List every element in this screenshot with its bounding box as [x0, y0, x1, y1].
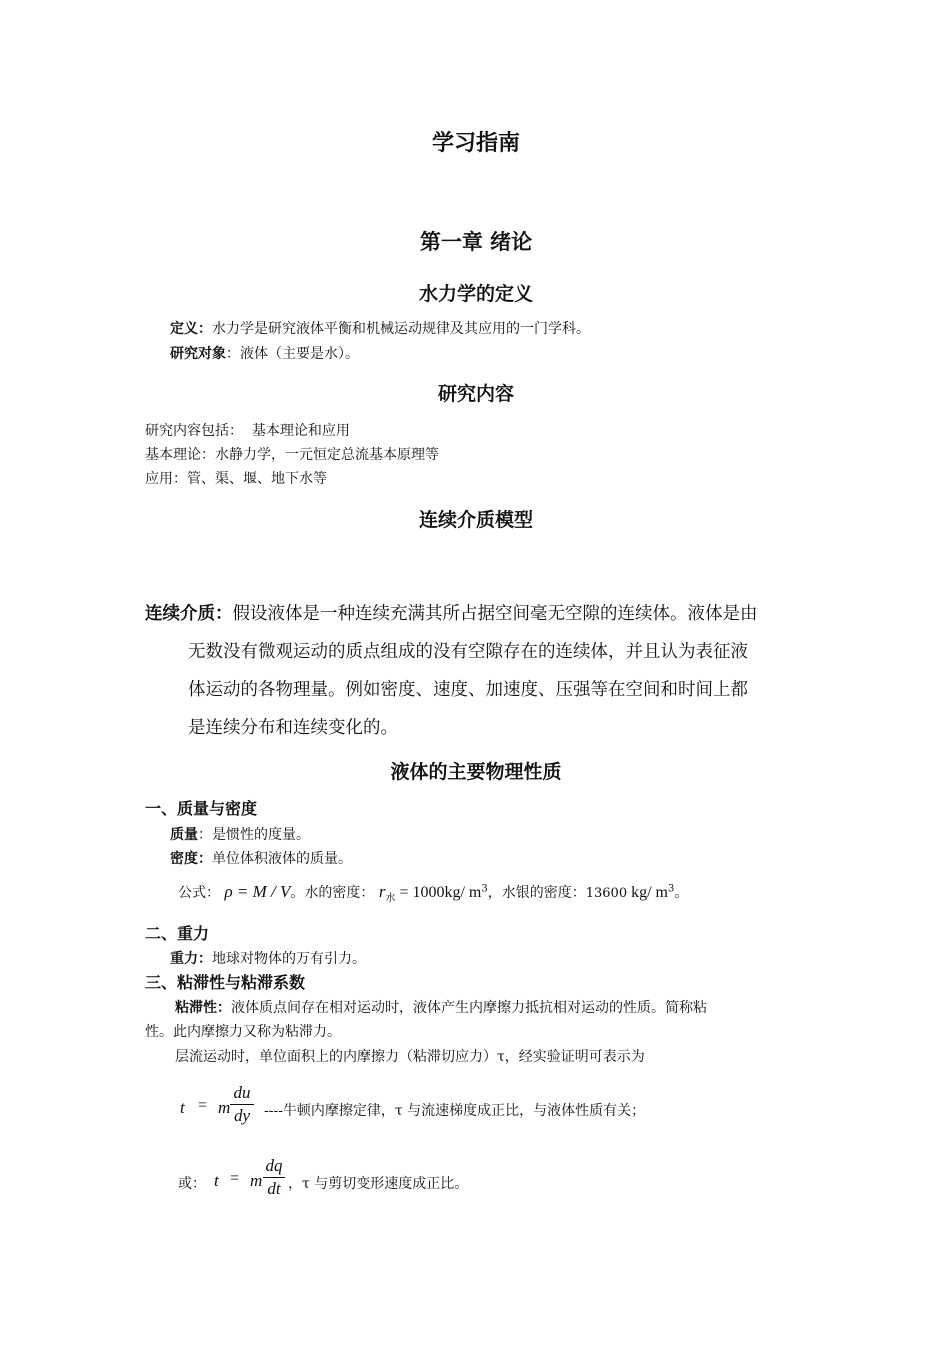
- definition-line: [170, 318, 590, 338]
- document-title: 学习指南: [431, 131, 520, 156]
- section-3-title: 三、粘滞性与粘滞系数: [145, 973, 306, 992]
- eq1-equals: =: [198, 1097, 208, 1114]
- eq2-denominator: dt: [267, 1179, 281, 1198]
- research-object-line: [170, 343, 359, 363]
- continuum-line-4: 是连续分布和连续变化的。: [188, 718, 398, 738]
- content-heading: 研究内容: [437, 383, 514, 405]
- eq2-fraction: [263, 1156, 285, 1199]
- continuum-label: 连续介质：: [145, 604, 233, 624]
- density-line: [170, 848, 352, 868]
- formula-sub: 水: [385, 892, 396, 904]
- content-line-1: 研究内容包括： 基本理论和应用: [145, 423, 350, 439]
- viscosity-line-1: [175, 997, 707, 1017]
- research-object-label: 研究对象: [170, 346, 226, 362]
- eq1-denominator: dy: [233, 1106, 251, 1125]
- section-1-title: 一、质量与密度: [145, 799, 258, 818]
- eq2-mu: m: [250, 1171, 263, 1190]
- viscosity-line-2: 性。此内摩擦力又称为粘滞力。: [145, 1024, 341, 1040]
- continuum-text-1: 假设液体是一种连续充满其所占据空间毫无空隙的连续体。液体是由: [232, 604, 758, 624]
- density-label: 密度：: [170, 851, 212, 867]
- formula-mid: 。水的密度：: [290, 885, 375, 901]
- eq1-fraction-bar: [230, 1104, 254, 1105]
- density-text: 单位体积液体的质量。: [212, 851, 352, 867]
- formula-r: r: [378, 882, 386, 901]
- continuum-line-2: 无数没有微观运动的质点组成的没有空隙存在的连续体，并且认为表征液: [188, 642, 748, 662]
- eq2-prefix: 或：: [178, 1176, 206, 1192]
- formula-prefix: 公式：: [178, 885, 220, 901]
- properties-heading: 液体的主要物理性质: [390, 761, 562, 783]
- eq1-fraction: [230, 1083, 254, 1126]
- definition-heading: 水力学的定义: [418, 283, 533, 305]
- gravity-line: [170, 948, 366, 968]
- eq2-fraction-bar: [263, 1177, 285, 1178]
- formula-unit: kg/ m: [627, 884, 668, 901]
- eq2-lhs: t: [214, 1171, 219, 1190]
- eq1-numerator: du: [233, 1083, 251, 1102]
- mass-line: [170, 824, 310, 844]
- viscosity-text-1: 液体质点间存在相对运动时，液体产生内摩擦力抵抗相对运动的性质。简称粘: [231, 1000, 707, 1016]
- chapter-title: 第一章 绪论: [419, 230, 533, 254]
- density-formula-line: [178, 882, 688, 904]
- eq1-lhs: t: [180, 1098, 185, 1117]
- gravity-text: 地球对物体的万有引力。: [212, 951, 366, 967]
- research-object-text: ：液体（主要是水）。: [226, 346, 359, 362]
- continuum-heading: 连续介质模型: [418, 509, 533, 531]
- eq2-description: ，τ 与剪切变形速度成正比。: [288, 1176, 469, 1192]
- formula-exp-2: 3: [667, 883, 675, 895]
- gravity-label: 重力：: [170, 951, 212, 967]
- formula-water: = 1000kg/ m: [395, 884, 482, 901]
- section-2-title: 二、重力: [145, 924, 210, 943]
- eq2-numerator: dq: [265, 1156, 283, 1175]
- viscosity-label: 粘滞性：: [175, 1000, 231, 1016]
- content-line-3: 应用：管、渠、堰、地下水等: [145, 471, 327, 487]
- formula-hg: 13600: [585, 886, 628, 901]
- laminar-line: 层流运动时，单位面积上的内摩擦力（粘滞切应力）τ，经实验证明可表示为: [175, 1049, 645, 1065]
- eq1-description: ----牛顿内摩擦定律，τ 与流速梯度成正比，与液体性质有关；: [264, 1103, 646, 1119]
- content-line-2: 基本理论：水静力学，一元恒定总流基本原理等: [145, 447, 439, 463]
- definition-text: 水力学是研究液体平衡和机械运动规律及其应用的一门学科。: [212, 321, 590, 337]
- continuum-line-3: 体运动的各物理量。例如密度、速度、加速度、压强等在空间和时间上都: [188, 680, 748, 700]
- eq2-equals: =: [230, 1170, 240, 1187]
- mass-label: 质量: [170, 827, 198, 843]
- continuum-line-1: [145, 600, 758, 625]
- formula-rho: ρ = M / V: [224, 882, 291, 901]
- mass-text: ：是惯性的度量。: [198, 827, 310, 843]
- formula-exp-1: 3: [481, 883, 488, 895]
- definition-label: 定义：: [170, 321, 212, 337]
- formula-end: 。: [674, 885, 689, 901]
- eq1-mu: m: [218, 1098, 231, 1117]
- formula-mid2: ，水银的密度：: [487, 885, 586, 901]
